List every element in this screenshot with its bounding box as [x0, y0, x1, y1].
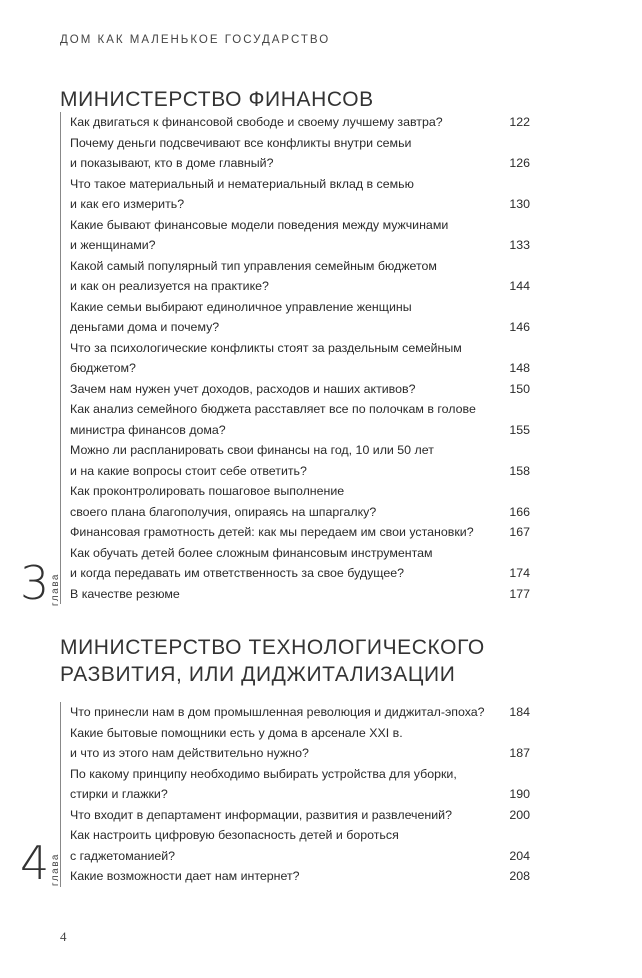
- toc-entry[interactable]: [70, 723, 530, 764]
- toc-entry-text: и на какие вопросы стоит себе ответить?: [70, 463, 307, 478]
- toc-page-number: 174: [509, 566, 530, 580]
- toc-page-number: 187: [509, 746, 530, 760]
- toc-entry-text: и когда передавать им ответственность за свое будущее?: [70, 566, 405, 580]
- toc-line: [70, 723, 530, 744]
- toc-line: [70, 805, 530, 826]
- toc-entry-text: своего плана благополучия, опираясь на шпаргалку?: [70, 504, 377, 519]
- toc-entry-text: стирки и глажки?: [70, 787, 168, 801]
- toc-line: [70, 825, 530, 846]
- toc-line: [70, 399, 530, 420]
- toc-entry-text: Как настроить цифровую безопасность детей и бороться: [70, 828, 399, 842]
- toc-entry[interactable]: [70, 112, 530, 133]
- chapter-4-title: [60, 634, 485, 688]
- toc-entry-text: и женщинами?: [70, 238, 156, 252]
- toc-line: [70, 215, 530, 236]
- toc-page-number: 133: [509, 238, 530, 252]
- toc-entry-text: По какому принципу необходимо выбирать устройства для уборки,: [70, 766, 457, 781]
- toc-entry-text: Зачем нам нужен учет доходов, расходов и наших активов?: [70, 381, 416, 396]
- toc-entry-text: и что из этого нам действительно нужно?: [70, 746, 309, 760]
- toc-entry-text: с гаджетоманией?: [70, 848, 176, 863]
- toc-entry[interactable]: [70, 338, 530, 379]
- toc-page-number: 166: [509, 504, 530, 519]
- toc-entry-text: Что за психологические конфликты стоят за раздельным семейным: [70, 340, 462, 355]
- chapter-4-toc: [60, 702, 530, 887]
- toc-line: [70, 256, 530, 277]
- toc-entry-text: В качестве резюме: [70, 586, 180, 601]
- toc-entry-text: Как анализ семейного бюджета расставляет все по полочкам в голове: [70, 402, 476, 416]
- toc-rule: [60, 112, 61, 604]
- toc-line: [70, 420, 530, 441]
- toc-page-number: 177: [509, 586, 530, 601]
- toc-page-number: 130: [509, 197, 530, 211]
- toc-entry-text: Что такое материальный и нематериальный вклад в семью: [70, 176, 414, 191]
- toc-entry[interactable]: [70, 866, 530, 887]
- toc-page-number: 144: [509, 279, 530, 293]
- toc-entry[interactable]: [70, 133, 530, 174]
- toc-line: [70, 194, 530, 215]
- toc-entry-text: Что принесли нам в дом промышленная революция и диджитал-эпоха?: [70, 705, 485, 719]
- chapter-word: глава: [50, 572, 62, 606]
- toc-line: [70, 297, 530, 318]
- toc-entry-text: Как проконтролировать пошаговое выполнение: [70, 484, 345, 498]
- toc-line: [70, 317, 530, 338]
- toc-line: [70, 502, 530, 523]
- toc-entry-text: и показывают, кто в доме главный?: [70, 156, 274, 170]
- toc-page-number: 204: [509, 848, 530, 863]
- toc-line: [70, 743, 530, 764]
- toc-entry-text: Как обучать детей более сложным финансовым инструментам: [70, 545, 433, 560]
- toc-entry[interactable]: [70, 174, 530, 215]
- toc-page-number: 167: [509, 525, 530, 539]
- toc-line: [70, 338, 530, 359]
- chapter-title-line: МИНИСТЕРСТВО ТЕХНОЛОГИЧЕСКОГО: [60, 636, 485, 659]
- toc-page-number: 146: [509, 320, 530, 334]
- toc-page-number: 155: [509, 422, 530, 437]
- toc-page-number: 150: [509, 381, 530, 396]
- toc-entry[interactable]: [70, 297, 530, 338]
- toc-list: [60, 112, 530, 604]
- toc-line: [70, 764, 530, 785]
- toc-entry-text: Какие бывают финансовые модели поведения между мужчинами: [70, 217, 449, 232]
- toc-entry[interactable]: [70, 522, 530, 543]
- toc-entry-text: Какой самый популярный тип управления семейным бюджетом: [70, 258, 437, 273]
- toc-page-number: 190: [509, 787, 530, 801]
- toc-line: [70, 276, 530, 297]
- chapter-title-line: РАЗВИТИЯ, ИЛИ ДИДЖИТАЛИЗАЦИИ: [60, 663, 456, 686]
- toc-entry[interactable]: [70, 584, 530, 605]
- toc-line: [70, 846, 530, 867]
- toc-entry[interactable]: [70, 702, 530, 723]
- toc-entry-text: Что входит в департамент информации, развития и развлечений?: [70, 807, 452, 822]
- page-number: 4: [60, 929, 67, 944]
- toc-entry[interactable]: [70, 399, 530, 440]
- toc-page-number: 148: [509, 361, 530, 375]
- toc-line: [70, 461, 530, 482]
- toc-entry[interactable]: [70, 215, 530, 256]
- chapter-3-marker: [20, 556, 62, 610]
- toc-line: [70, 440, 530, 461]
- toc-line: [70, 543, 530, 564]
- toc-entry-text: Можно ли распланировать свои финансы на год, 10 или 50 лет: [70, 443, 434, 457]
- toc-entry[interactable]: [70, 440, 530, 481]
- toc-line: [70, 112, 530, 133]
- toc-line: [70, 563, 530, 584]
- chapter-4-marker: [20, 836, 62, 890]
- toc-entry[interactable]: [70, 764, 530, 805]
- toc-entry-text: Почему деньги подсвечивают все конфликты внутри семьи: [70, 135, 412, 150]
- toc-entry-text: и как его измерить?: [70, 197, 185, 211]
- toc-entry[interactable]: [70, 256, 530, 297]
- chapter-number: 4: [20, 836, 50, 890]
- toc-line: [70, 522, 530, 543]
- toc-entry[interactable]: [70, 481, 530, 522]
- toc-page-number: 200: [509, 807, 530, 822]
- chapter-word: глава: [50, 852, 62, 886]
- toc-entry-text: Какие бытовые помощники есть у дома в арсенале XXI в.: [70, 725, 403, 740]
- toc-page-number: 158: [509, 463, 530, 478]
- toc-page-number: 126: [509, 156, 530, 170]
- toc-line: [70, 235, 530, 256]
- toc-entry[interactable]: [70, 825, 530, 866]
- toc-entry-text: Какие семьи выбирают единоличное управление женщины: [70, 299, 412, 314]
- chapter-number: 3: [20, 556, 50, 610]
- toc-line: [70, 133, 530, 154]
- toc-line: [70, 174, 530, 195]
- toc-line: [70, 702, 530, 723]
- toc-line: [70, 584, 530, 605]
- chapter-3-toc: [60, 112, 530, 604]
- toc-entry-text: бюджетом?: [70, 361, 136, 375]
- toc-line: [70, 358, 530, 379]
- toc-line: [70, 379, 530, 400]
- toc-entry[interactable]: [70, 805, 530, 826]
- running-header: ДОМ КАК МАЛЕНЬКОЕ ГОСУДАРСТВО: [60, 34, 331, 46]
- toc-page-number: 208: [509, 869, 530, 883]
- toc-entry[interactable]: [70, 379, 530, 400]
- toc-line: [70, 481, 530, 502]
- toc-page-number: 122: [509, 115, 530, 129]
- toc-entry[interactable]: [70, 543, 530, 584]
- toc-entry-text: Финансовая грамотность детей: как мы передаем им свои установки?: [70, 525, 474, 539]
- toc-entry-text: министра финансов дома?: [70, 422, 226, 437]
- toc-line: [70, 153, 530, 174]
- toc-page-number: 184: [509, 705, 530, 719]
- toc-line: [70, 784, 530, 805]
- toc-entry-text: Как двигаться к финансовой свободе и своему лучшему завтра?: [70, 115, 443, 129]
- toc-entry-text: и как он реализуется на практике?: [70, 279, 269, 293]
- toc-entry-text: Какие возможности дает нам интернет?: [70, 869, 300, 883]
- toc-line: [70, 866, 530, 887]
- toc-list: [60, 702, 530, 887]
- chapter-3-title: [60, 86, 374, 113]
- chapter-title-line: МИНИСТЕРСТВО ФИНАНСОВ: [60, 88, 374, 111]
- toc-entry-text: деньгами дома и почему?: [70, 320, 220, 334]
